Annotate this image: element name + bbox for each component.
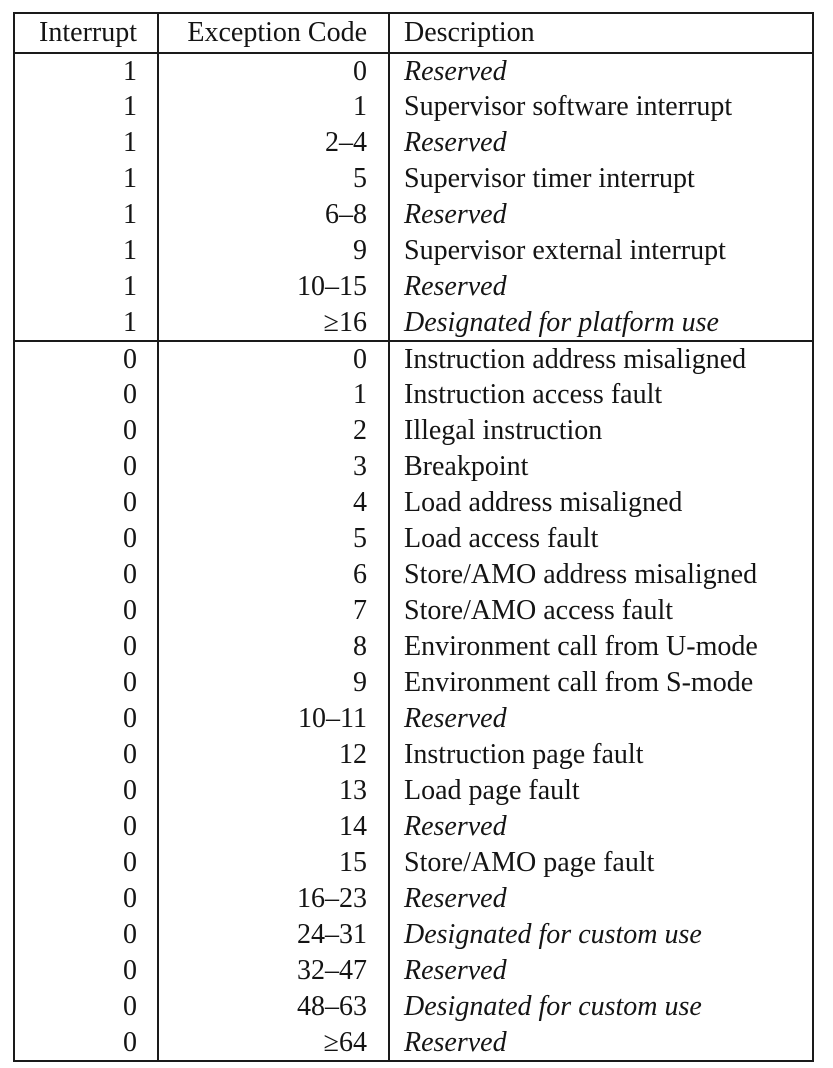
interrupt-cell: 0: [14, 989, 158, 1025]
table-row: [14, 413, 813, 449]
description-cell: Reserved: [404, 1026, 507, 1058]
table-row: [14, 1025, 813, 1061]
description-cell: Environment call from S-mode: [404, 667, 754, 698]
description-cell: Illegal instruction: [404, 415, 603, 446]
interrupt-cell: 1: [14, 197, 158, 233]
table-row: [14, 449, 813, 485]
exception-code-cell: 16–23: [158, 881, 389, 917]
column-header-exception-code: Exception Code: [158, 13, 389, 53]
exception-code-cell: 2–4: [158, 125, 389, 161]
exception-code-cell: 24–31: [158, 917, 389, 953]
interrupt-cell: 0: [14, 737, 158, 773]
description-cell: Reserved: [404, 127, 507, 158]
description-cell: Load address misaligned: [404, 487, 683, 518]
interrupt-cell: 0: [14, 845, 158, 881]
exception-code-cell: 32–47: [158, 953, 389, 989]
interrupt-cell: 0: [14, 1025, 158, 1061]
table-row: [14, 125, 813, 161]
table-row: [14, 593, 813, 629]
description-cell: Environment call from U-mode: [404, 631, 758, 662]
description-cell: Reserved: [404, 199, 507, 230]
interrupt-cell: 0: [14, 449, 158, 485]
description-cell: Breakpoint: [404, 451, 529, 482]
exception-code-cell: 6: [158, 557, 389, 593]
exception-code-cell: 3: [158, 449, 389, 485]
table-body: [14, 53, 813, 1061]
interrupt-cell: 1: [14, 53, 158, 89]
table-row: [14, 665, 813, 701]
exception-code-cell: 5: [158, 161, 389, 197]
exception-code-cell: 9: [158, 233, 389, 269]
table-header: [14, 13, 813, 53]
table-row: [14, 737, 813, 773]
interrupt-cell: 0: [14, 881, 158, 917]
description-cell: Supervisor software interrupt: [404, 91, 733, 122]
table-row: [14, 341, 813, 377]
exception-code-cell: ≥64: [158, 1025, 389, 1061]
exception-code-cell: 48–63: [158, 989, 389, 1025]
exception-code-table: [13, 12, 814, 1062]
table-row: [14, 845, 813, 881]
description-cell: Reserved: [404, 955, 507, 986]
description-cell: Store/AMO access fault: [404, 595, 674, 626]
exception-code-cell: 1: [158, 89, 389, 125]
exception-code-cell: 6–8: [158, 197, 389, 233]
description-cell: Reserved: [404, 883, 507, 914]
description-cell: Reserved: [404, 271, 507, 302]
description-cell: Reserved: [404, 703, 507, 734]
exception-code-cell: 7: [158, 593, 389, 629]
description-cell: Store/AMO address misaligned: [404, 559, 758, 590]
table-row: [14, 701, 813, 737]
table-row: [14, 269, 813, 305]
interrupt-cell: 0: [14, 665, 158, 701]
interrupt-cell: 0: [14, 917, 158, 953]
exception-code-cell: 13: [158, 773, 389, 809]
interrupt-cell: 0: [14, 593, 158, 629]
exception-code-cell: 15: [158, 845, 389, 881]
exception-code-cell: 12: [158, 737, 389, 773]
description-cell: Reserved: [404, 811, 507, 842]
interrupt-cell: 0: [14, 377, 158, 413]
interrupt-cell: 0: [14, 809, 158, 845]
interrupt-cell: 0: [14, 953, 158, 989]
description-cell: Designated for custom use: [404, 991, 702, 1022]
table-row: [14, 233, 813, 269]
description-cell: Instruction access fault: [404, 379, 663, 410]
interrupt-cell: 0: [14, 485, 158, 521]
interrupt-cell: 1: [14, 89, 158, 125]
interrupt-cell: 1: [14, 125, 158, 161]
interrupt-cell: 0: [14, 557, 158, 593]
exception-code-cell: 2: [158, 413, 389, 449]
description-cell: Load access fault: [404, 523, 599, 554]
table-row: [14, 485, 813, 521]
interrupt-cell: 0: [14, 773, 158, 809]
description-cell: Load page fault: [404, 775, 580, 806]
header-row: [14, 13, 813, 53]
description-cell: Designated for platform use: [404, 306, 719, 338]
exception-code-cell: 4: [158, 485, 389, 521]
description-cell: Designated for custom use: [404, 919, 702, 950]
interrupt-cell: 0: [14, 341, 158, 377]
table-row: [14, 377, 813, 413]
description-cell: Store/AMO page fault: [404, 847, 655, 878]
table-row: [14, 917, 813, 953]
table-row: [14, 629, 813, 665]
column-header-description: Description: [389, 13, 813, 53]
table-row: [14, 53, 813, 89]
interrupt-cell: 1: [14, 233, 158, 269]
table-row: [14, 809, 813, 845]
exception-code-cell: 10–11: [158, 701, 389, 737]
table-row: [14, 305, 813, 341]
table-row: [14, 881, 813, 917]
interrupt-cell: 0: [14, 413, 158, 449]
interrupt-cell: 1: [14, 269, 158, 305]
exception-code-cell: 5: [158, 521, 389, 557]
description-cell: Instruction page fault: [404, 739, 644, 770]
description-cell: Instruction address misaligned: [389, 341, 813, 377]
exception-code-cell: 14: [158, 809, 389, 845]
interrupt-cell: 0: [14, 629, 158, 665]
table-row: [14, 773, 813, 809]
table-row: [14, 989, 813, 1025]
description-cell: Supervisor external interrupt: [404, 235, 726, 266]
table-row: [14, 521, 813, 557]
exception-code-cell: 0: [158, 341, 389, 377]
table-row: [14, 557, 813, 593]
exception-code-cell: 0: [158, 53, 389, 89]
table-row: [14, 953, 813, 989]
exception-code-cell: 10–15: [158, 269, 389, 305]
description-cell: Supervisor timer interrupt: [404, 163, 695, 194]
table-row: [14, 197, 813, 233]
exception-code-cell: ≥16: [158, 305, 389, 341]
table-row: [14, 89, 813, 125]
interrupt-cell: 0: [14, 521, 158, 557]
interrupt-cell: 1: [14, 305, 158, 341]
exception-code-cell: 1: [158, 377, 389, 413]
interrupt-cell: 0: [14, 701, 158, 737]
table-row: [14, 161, 813, 197]
column-header-interrupt: Interrupt: [14, 13, 158, 53]
exception-code-cell: 9: [158, 665, 389, 701]
exception-code-cell: 8: [158, 629, 389, 665]
description-cell: Reserved: [404, 55, 507, 87]
interrupt-cell: 1: [14, 161, 158, 197]
